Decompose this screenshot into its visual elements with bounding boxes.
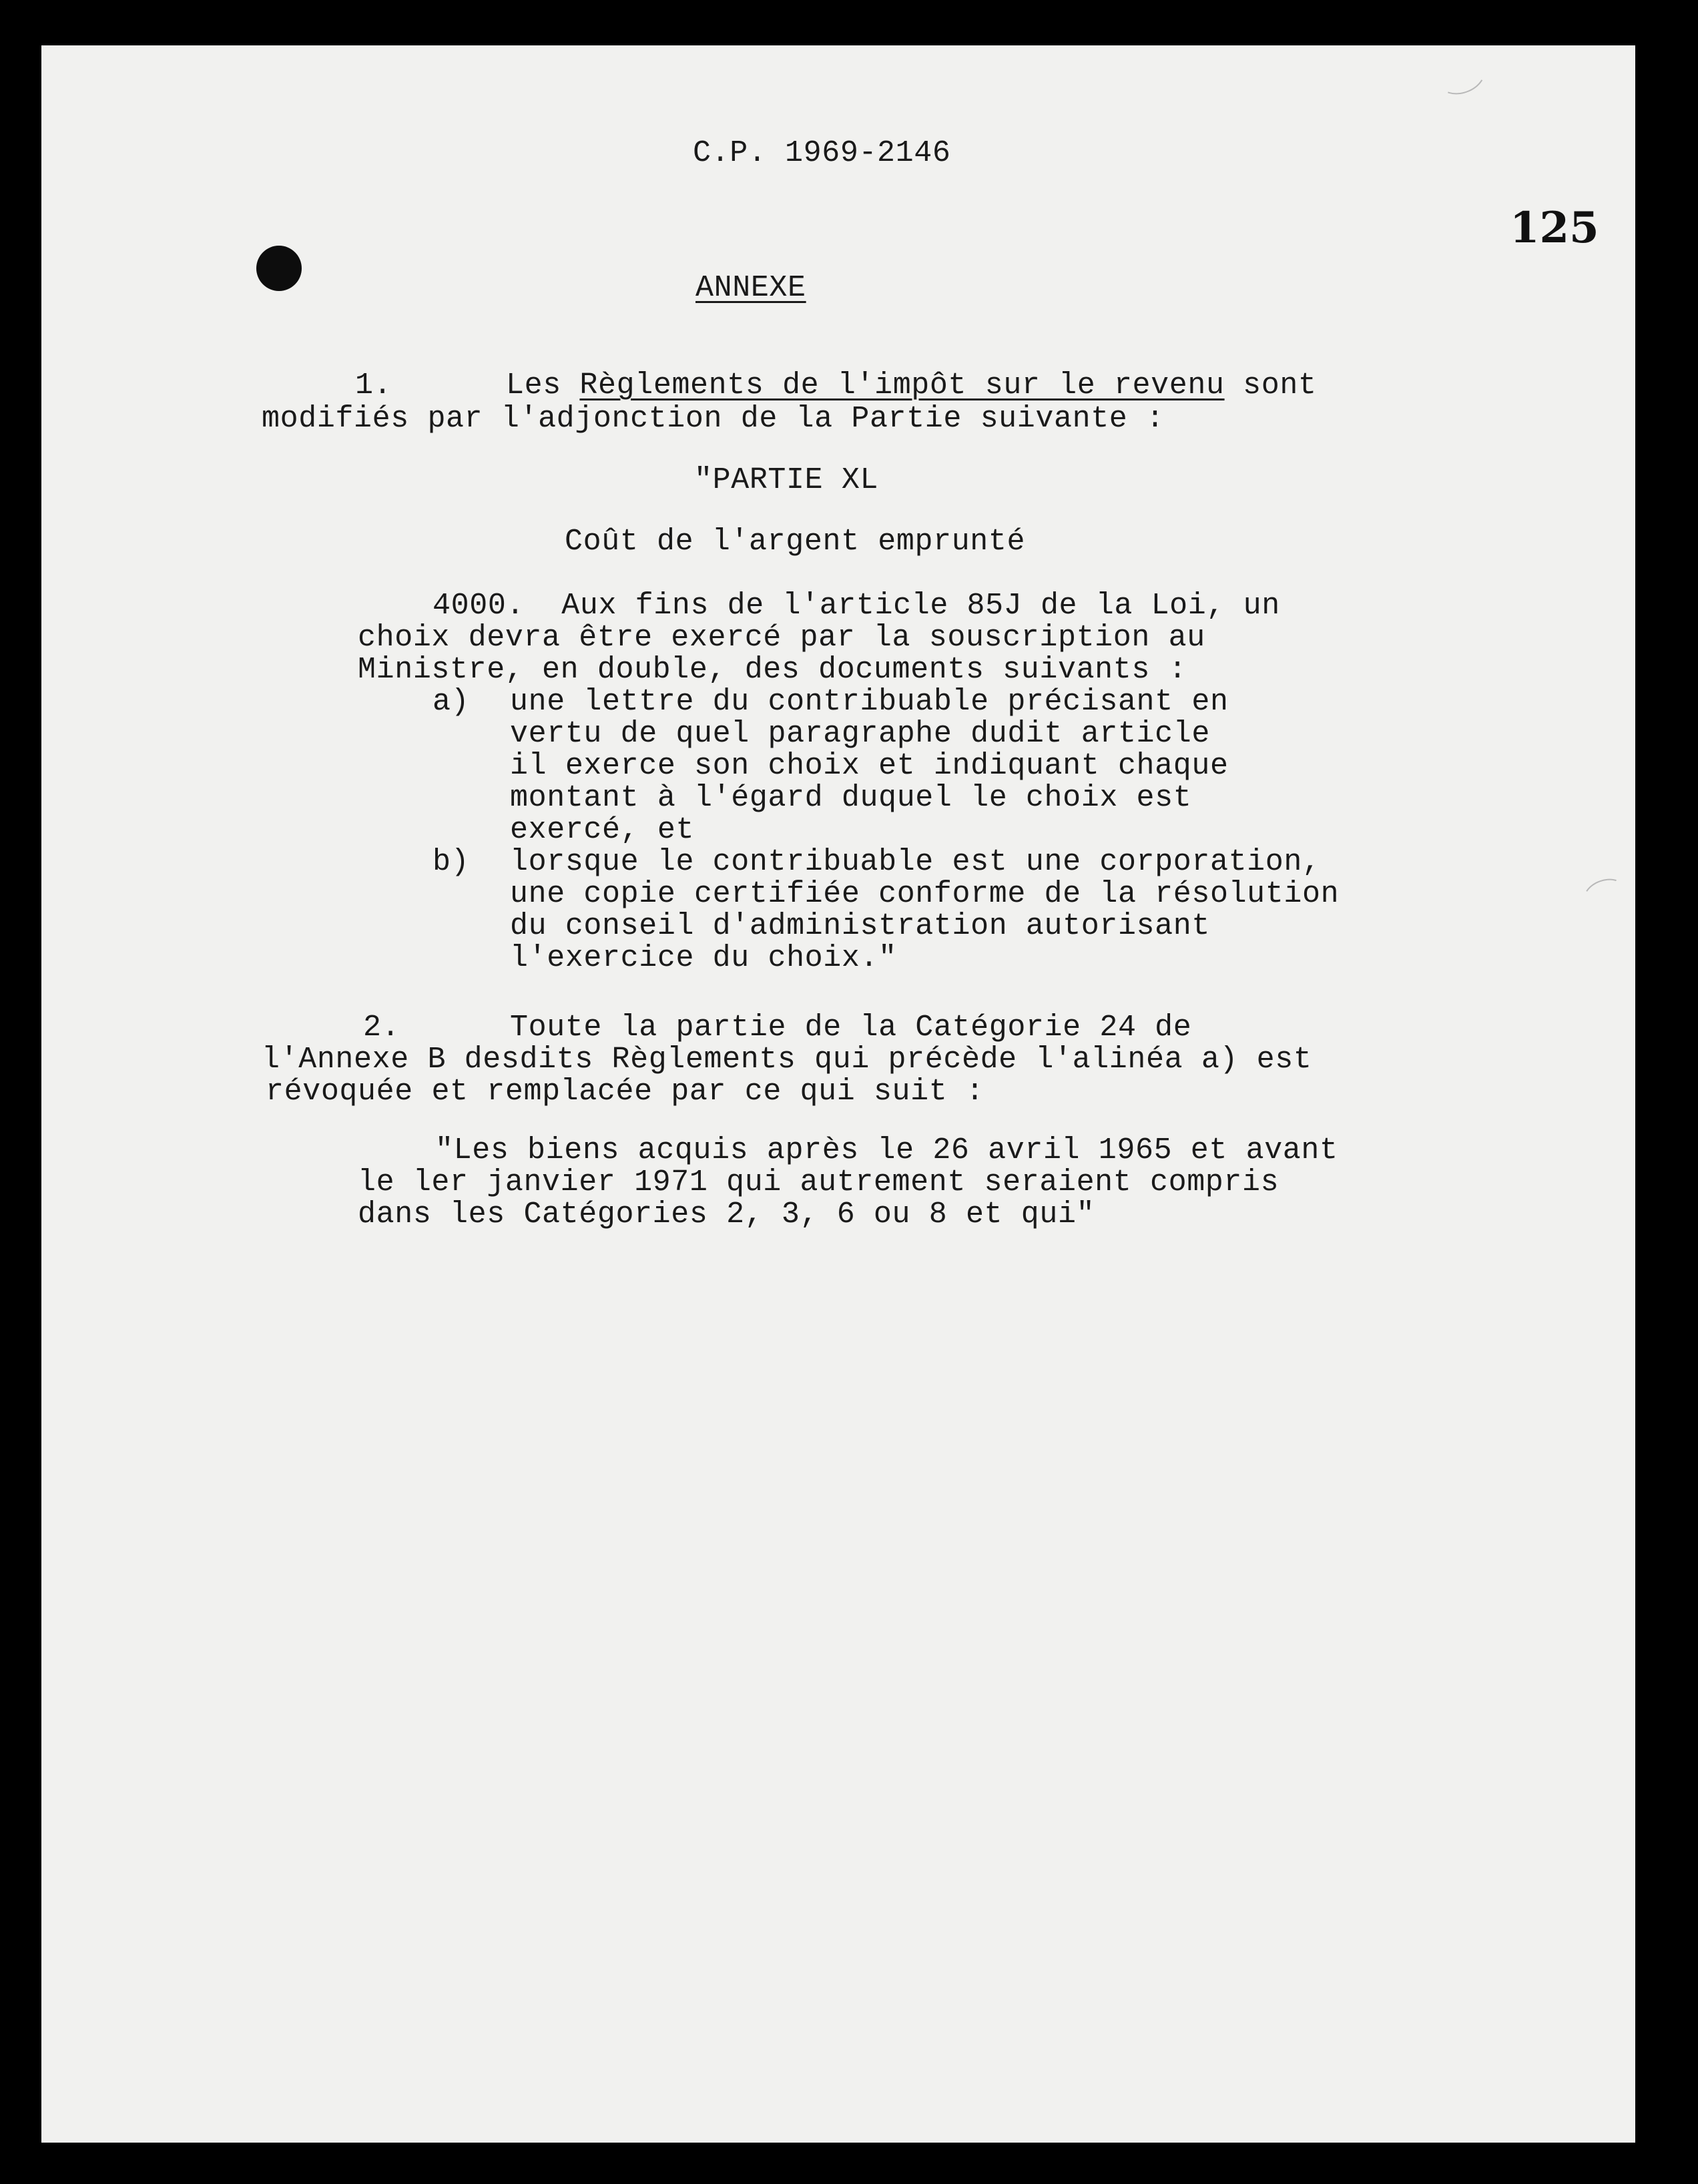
para-4000-line-2: choix devra être exercé par la souscription au <box>358 621 1205 655</box>
section-1-number: 1. <box>355 368 392 402</box>
item-a-line-3: il exerce son choix et indiquant chaque <box>510 749 1229 783</box>
item-b-line-1: lorsque le contribuable est une corporation, <box>510 845 1321 879</box>
para-4000-line-3: Ministre, en double, des documents suivants : <box>358 653 1187 687</box>
item-a-line-5: exercé, et <box>510 813 695 847</box>
page-number: 125 <box>1510 203 1599 253</box>
section-2-number: 2. <box>363 1011 400 1045</box>
replacement-line-3: dans les Catégories 2, 3, 6 ou 8 et qui" <box>358 1197 1095 1232</box>
regulations-title: Règlements de l'impôt sur le revenu <box>579 368 1225 402</box>
section-2-line-1: Toute la partie de la Catégorie 24 de <box>510 1011 1192 1045</box>
item-a-line-1: une lettre du contribuable précisant en <box>510 685 1229 719</box>
section-1-line-2: modifiés par l'adjonction de la Partie suivante : <box>262 402 1165 436</box>
punch-hole <box>256 246 302 291</box>
item-a-line-2: vertu de quel paragraphe dudit article <box>510 717 1210 751</box>
replacement-line-2: le ler janvier 1971 qui autrement seraient compris <box>358 1165 1280 1199</box>
para-4000-line-1: 4000. Aux fins de l'article 85J de la Loi, un <box>433 589 1280 623</box>
scan-mark <box>1432 50 1490 101</box>
annex-title: ANNEXE <box>695 271 806 305</box>
item-a-marker: a) <box>433 685 470 719</box>
item-b-marker: b) <box>433 845 470 879</box>
scan-mark <box>1579 873 1629 915</box>
item-b-line-4: l'exercice du choix." <box>510 941 897 975</box>
item-b-line-3: du conseil d'administration autorisant <box>510 909 1210 943</box>
section-2-line-3: révoquée et remplacée par ce qui suit : <box>266 1075 984 1109</box>
item-b-line-2: une copie certifiée conforme de la résolution <box>510 877 1340 911</box>
replacement-line-1: "Les biens acquis après le 26 avril 1965 et avant <box>435 1133 1338 1167</box>
section-1-line-1: Les Règlements de l'impôt sur le revenu sont <box>506 368 1317 402</box>
part-heading: "PARTIE XL <box>694 463 879 497</box>
order-reference: C.P. 1969-2146 <box>693 136 951 170</box>
part-subheading: Coût de l'argent emprunté <box>565 525 1026 559</box>
section-2-line-2: l'Annexe B desdits Règlements qui précède l'alinéa a) est <box>262 1043 1312 1077</box>
item-a-line-4: montant à l'égard duquel le choix est <box>510 781 1192 815</box>
document-page <box>41 45 1635 2143</box>
